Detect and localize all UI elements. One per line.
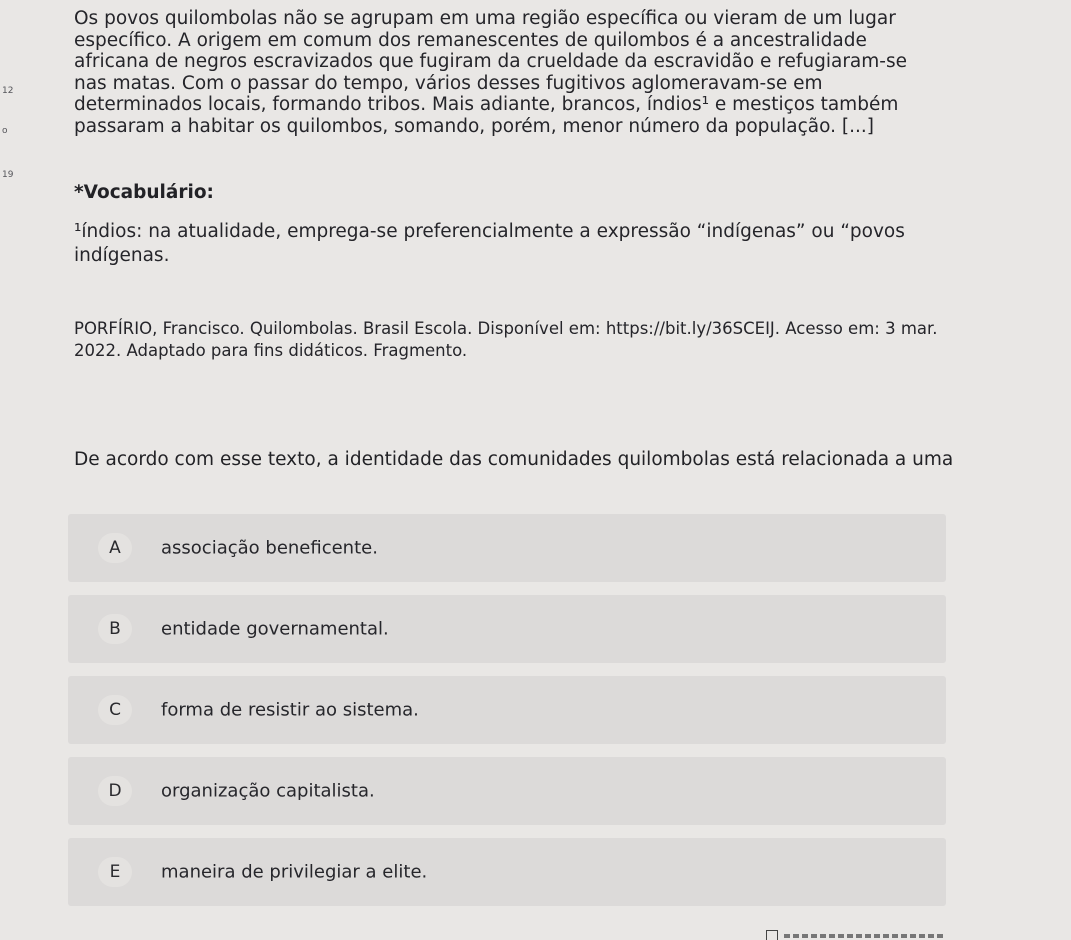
option-e[interactable] <box>68 838 946 906</box>
option-a[interactable] <box>68 514 946 582</box>
option-text: associação beneficente. <box>161 537 378 559</box>
checkbox-icon <box>766 930 778 940</box>
line-number: o <box>2 126 8 136</box>
option-letter: E <box>98 857 132 887</box>
passage-line: passaram a habitar os quilombos, somando, porém, menor número da população. [...] <box>74 115 874 137</box>
cut-off-footer <box>766 928 946 940</box>
passage-line: africana de negros escravizados que fugiram da crueldade da escravidão e refugiaram-se <box>74 51 907 72</box>
line-number: 19 <box>2 170 14 180</box>
option-letter: C <box>98 695 132 725</box>
question-stem: De acordo com esse texto, a identidade das comunidades quilombolas está relacionada a uma <box>74 449 954 470</box>
option-text: entidade governamental. <box>161 618 389 640</box>
option-text: forma de resistir ao sistema. <box>161 699 419 721</box>
passage-line: determinados locais, formando tribos. Mais adiante, brancos, índios¹ e mestiços também <box>74 94 899 115</box>
source-citation: PORFÍRIO, Francisco. Quilombolas. Brasil Escola. Disponível em: https://bit.ly/36SCEIJ. Acesso em: 3 mar. 2022. Adaptado para fins didáticos. Fragmento. <box>74 319 938 360</box>
passage-line: específico. A origem em comum dos remanescentes de quilombos é a ancestralidade <box>74 29 867 51</box>
option-letter: A <box>98 533 132 563</box>
option-d[interactable] <box>68 757 946 825</box>
passage-line: Os povos quilombolas não se agrupam em uma região específica ou vieram de um lugar <box>74 8 896 29</box>
option-letter: D <box>98 776 132 806</box>
truncated-text-mark <box>784 934 944 938</box>
option-letter: B <box>98 614 132 644</box>
passage-line: nas matas. Com o passar do tempo, vários desses fugitivos aglomeravam-se em <box>74 72 823 94</box>
option-text: maneira de privilegiar a elite. <box>161 861 428 883</box>
reading-passage <box>74 8 994 137</box>
line-number: 12 <box>2 86 14 96</box>
vocabulary-title: *Vocabulário: <box>74 182 214 203</box>
option-c[interactable] <box>68 676 946 744</box>
vocabulary-definition: ¹índios: na atualidade, emprega-se preferencialmente a expressão “indígenas” ou “povos indígenas. <box>74 221 905 266</box>
option-text: organização capitalista. <box>161 780 375 802</box>
option-b[interactable] <box>68 595 946 663</box>
